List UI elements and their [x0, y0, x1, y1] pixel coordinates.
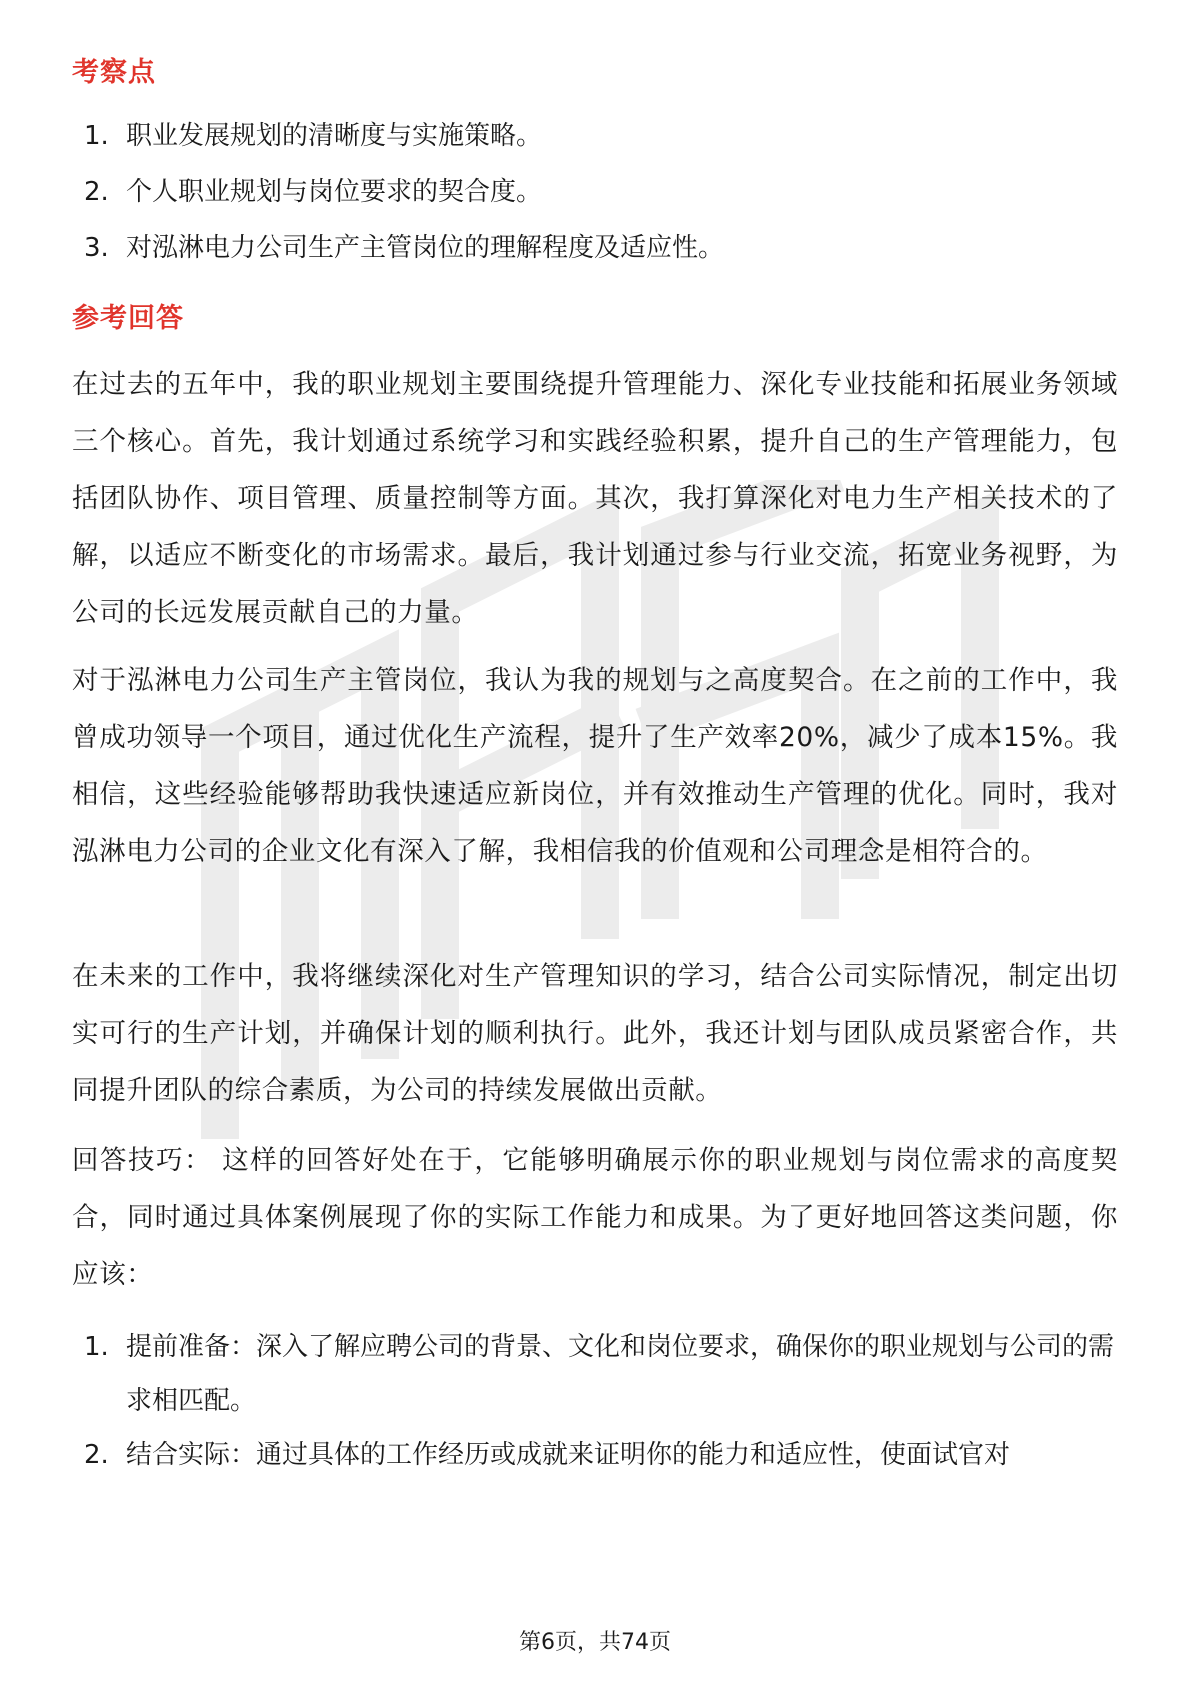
- answer-paragraph-1: 在过去的五年中，我的职业规划主要围绕提升管理能力、深化专业技能和拓展业务领域三个核心。首先，我计划通过系统学习和实践经验积累，提升自己的生产管理能力，包括团队协作、项目管理、质量控制等方面。其次，我打算深化对电力生产相关技术的了解，以适应不断变化的市场需求。最后，我计划通过参与行业交流，拓宽业务视野，为公司的长远发展贡献自己的力量。: [72, 369, 1118, 628]
- list-text: 结合实际：通过具体的工作经历或成就来证明你的能力和适应性，使面试官对: [126, 1440, 1011, 1470]
- answer-tips-paragraph: 回答技巧： 这样的回答好处在于，它能够明确展示你的职业规划与岗位需求的高度契合，同时通过具体案例展现了你的实际工作能力和成果。为了更好地回答这类问题，你应该：: [72, 1145, 1118, 1290]
- exam-points-heading: 考察点: [72, 57, 156, 88]
- list-text: 对泓淋电力公司生产主管岗位的理解程度及适应性。: [126, 233, 725, 263]
- tips-list: [72, 1320, 1118, 1482]
- list-text: 职业发展规划的清晰度与实施策略。: [126, 121, 543, 151]
- list-item: [72, 1428, 1118, 1482]
- page-footer: 第6页，共74页: [519, 1630, 671, 1655]
- list-number: 1.: [84, 1332, 109, 1362]
- list-number: 1.: [84, 121, 109, 151]
- list-item: [72, 164, 1118, 220]
- answer-paragraph-3: 在未来的工作中，我将继续深化对生产管理知识的学习，结合公司实际情况，制定出切实可行的生产计划，并确保计划的顺利执行。此外，我还计划与团队成员紧密合作，共同提升团队的综合素质，为公司的持续发展做出贡献。: [72, 961, 1118, 1106]
- list-text: 提前准备：深入了解应聘公司的背景、文化和岗位要求，确保你的职业规划与公司的需求相匹配。: [126, 1332, 1115, 1416]
- list-item: [72, 220, 1118, 276]
- exam-points-list: [72, 108, 1118, 276]
- answer-paragraph-2: 对于泓淋电力公司生产主管岗位，我认为我的规划与之高度契合。在之前的工作中，我曾成功领导一个项目，通过优化生产流程，提升了生产效率20%，减少了成本15%。我相信，这些经验能够帮助我快速适应新岗位，并有效推动生产管理的优化。同时，我对泓淋电力公司的企业文化有深入了解，我相信我的价值观和公司理念是相符合的。: [72, 665, 1118, 867]
- list-number: 3.: [84, 233, 109, 263]
- list-item: [72, 108, 1118, 164]
- reference-answer-heading: 参考回答: [72, 303, 184, 334]
- list-text: 个人职业规划与岗位要求的契合度。: [126, 177, 543, 207]
- list-number: 2.: [84, 1440, 109, 1470]
- list-item: [72, 1320, 1118, 1428]
- list-number: 2.: [84, 177, 109, 207]
